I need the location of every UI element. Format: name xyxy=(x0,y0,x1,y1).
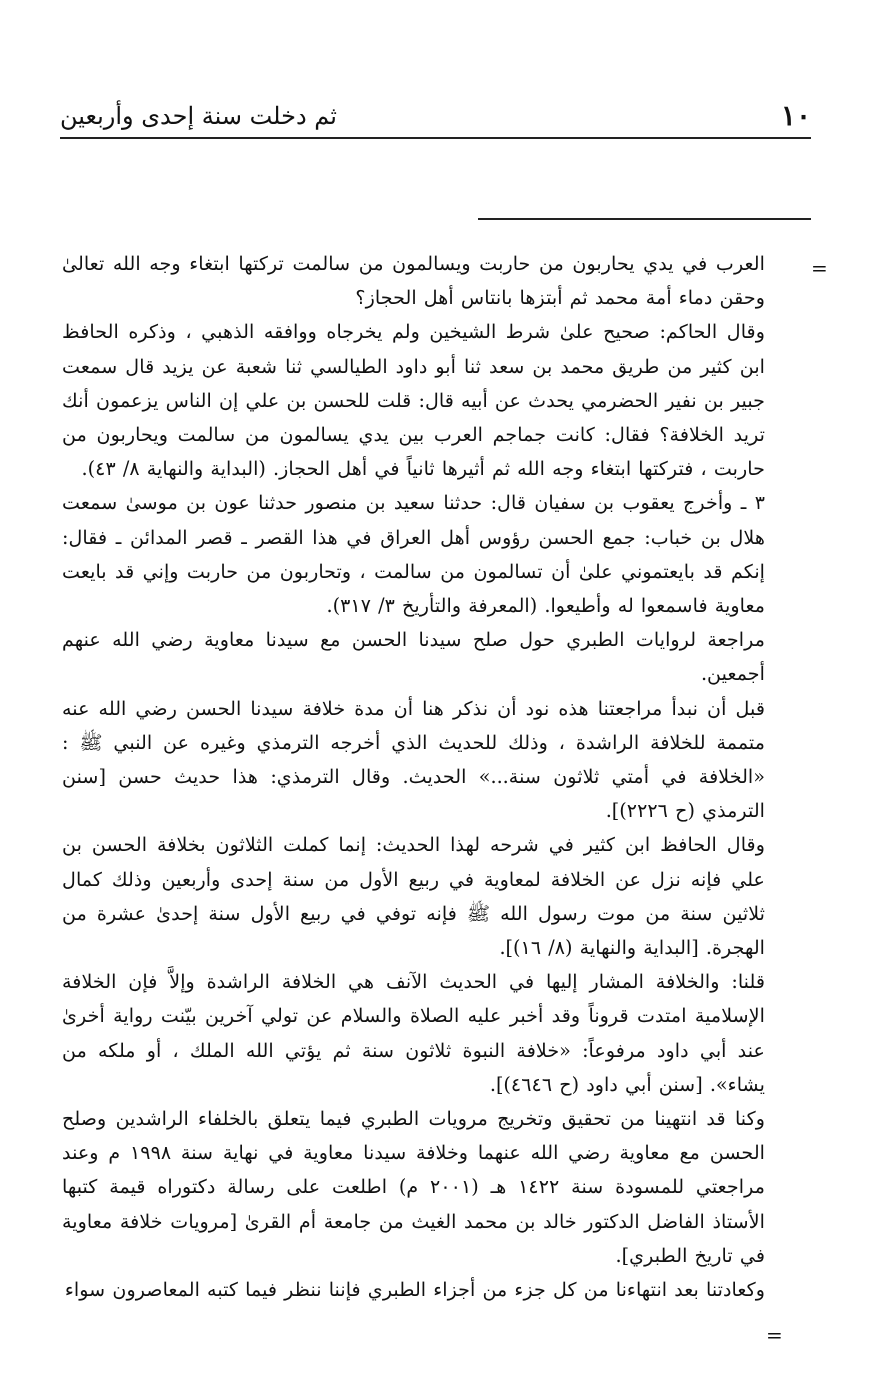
paragraph: وقال الحافظ ابن كثير في شرحه لهذا الحديث: إنما كملت الثلاثون بخلافة الحسن بن علي فإنه نزل عن الخلافة لمعاوية في ربيع الأول من سنة إحدى وأربعين وذلك كمال ثلاثين سنة من موت رسول الله ﷺ فإنه توفي في ربيع الأول سنة إحدىٰ عشرة من الهجرة. [البداية والنهاية (٨/ ١٦)]. xyxy=(62,833,765,960)
paragraph: ٣ ـ وأخرج يعقوب بن سفيان قال: حدثنا سعيد بن منصور حدثنا عون بن موسىٰ سمعت هلال بن خباب: جمع الحسن رؤوس أهل العراق في هذا القصر ـ قصر المدائن ـ فقال: إنكم قد بايعتموني علىٰ أن تسالمون من سالمت ، وتحاربون من حاربت وإني قد بايعت معاوية فاسمعوا له وأطيعوا. (المعرفة والتأريخ ٣/ ٣١٧). xyxy=(62,491,765,618)
paragraph: قلنا: والخلافة المشار إليها في الحديث الآنف هي الخلافة الراشدة وإلاَّ فإن الخلافة الإسلامية امتدت قروناً وقد أخبر عليه الصلاة والسلام عن تولي آخرين بيّنت رواية أخرىٰ عند أبي داود مرفوعاً: «خلافة النبوة ثلاثون سنة ثم يؤتي الله الملك ، أو ملكه من يشاء». [سنن أبي داود (ح ٤٦٤٦)]. xyxy=(62,970,765,1096)
paragraph: وكنا قد انتهينا من تحقيق وتخريج مرويات الطبري فيما يتعلق بالخلفاء الراشدين وصلح الحسن مع معاوية رضي الله عنهما وخلافة سيدنا معاوية في نهاية سنة ١٩٩٨ م وعند مراجعتي للمسودة سنة ١٤٢٢ هـ (٢٠٠١ م) اطلعت على رسالة دكتوراه قيمة كتبها الأستاذ الفاضل الدكتور خالد بن محمد الغيث من جامعة أم القرىٰ [مرويات خلافة معاوية في تاريخ الطبري]. xyxy=(62,1107,765,1267)
running-title: ثم دخلت سنة إحدى وأربعين xyxy=(60,102,337,130)
header-rule xyxy=(60,137,811,139)
paragraph: وقال الحاكم: صحيح علىٰ شرط الشيخين ولم يخرجاه ووافقه الذهبي ، وذكره الحافظ ابن كثير من طريق محمد بن سعد ثنا أبو داود الطيالسي ثنا شعبة عن يزيد قال سمعت جبير بن نفير الحضرمي يحدث عن أبيه قال: قلت للحسن بن علي إن الناس يزعمون أنك تريد الخلافة؟ فقال: كانت جماجم العرب بين يدي يسالمون من سالمت ويحاربون من حاربت ، فتركتها ابتغاء وجه الله ثم أثيرها ثانياً في أهل الحجاز. (البداية والنهاية ٨/ ٤٣). xyxy=(62,320,765,481)
footnote-text xyxy=(62,247,765,1307)
paragraph: العرب في يدي يحاربون من حاربت ويسالمون من سالمت تركتها ابتغاء وجه الله تعالىٰ وحقن دماء أمة محمد ثم أبتزها بانتاس أهل الحجاز؟ xyxy=(62,252,765,310)
footnote-separator xyxy=(478,218,811,220)
continuation-mark-bottom: = xyxy=(766,1323,783,1347)
page-number: ١٠ xyxy=(780,99,811,132)
page-header xyxy=(60,100,811,134)
paragraph: قبل أن نبدأ مراجعتنا هذه نود أن نذكر هنا أن مدة خلافة سيدنا الحسن رضي الله عنه متممة للخلافة الراشدة ، وذلك للحديث الذي أخرجه الترمذي وغيره عن النبي ﷺ : «الخلافة في أمتي ثلاثون سنة...» الحديث. وقال الترمذي: هذا حديث حسن [سنن الترمذي (ح ٢٢٢٦)]. xyxy=(62,696,765,823)
continuation-mark-top: = xyxy=(811,256,828,280)
section-heading: مراجعة لروايات الطبري حول صلح سيدنا الحسن مع سيدنا معاوية رضي الله عنهم أجمعين. xyxy=(62,628,765,686)
paragraph: وكعادتنا بعد انتهاءنا من كل جزء من أجزاء الطبري فإننا ننظر فيما كتبه المعاصرون سواء xyxy=(64,1278,765,1302)
